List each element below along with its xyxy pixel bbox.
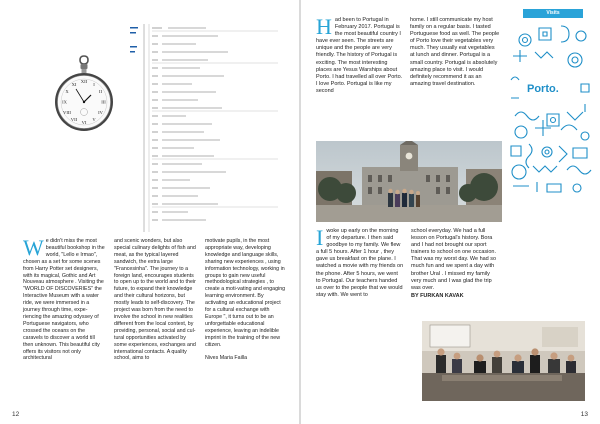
top-column-1	[316, 14, 403, 95]
article-text: e didn't miss the most beautiful bookshop in the world, "Lello e Irmao", chosen as a set for some scenes from Harry Potter set designers, with its magical, Gothic and Art Nouveau atmosphere . Visiting the "WORLD OF DISCOVERIES" the Interactive Museum with a water ride, we were immersed in a journey through time, expe-riencing the amazing odyssey of Portuguese navigators, who crossed the oceans on the caravels to discover a world till then unknown. This beautiful city offers its visitors not only architectural	[23, 238, 105, 362]
bottom-column-1	[316, 225, 404, 299]
svg-text:III: III	[101, 99, 106, 105]
article-text: and scenic wonders, but also special culinary delights of fish and meat, as the typical layered sandwich, the extra large "Francesinha". The journey to a foreign land, encourages students to open up to the world and to their future, to expand their knowledge and their cultural horizons, but mostly leads to self-discovery. The project was born from the need to involve the school in new realities different from the local context, by providing, personal, social and cul-tural opportunities activated by some experiences, exchanges and international contacts. A quality school, aims to	[114, 238, 196, 362]
svg-text:VI: VI	[81, 120, 87, 125]
svg-text:VII: VII	[70, 117, 78, 122]
page-fold	[299, 0, 301, 424]
article-column-1	[23, 235, 105, 362]
top-column-2	[410, 17, 500, 88]
page-number-right: 13	[580, 411, 588, 418]
section-tab: Visits	[523, 9, 583, 18]
article-text: ad been to Portugal in February 2017. Portugal is the most beautiful country I have ever seen. The streets are unique and the people are very friendly. The history of Portugal is exciting. The most interesting places are Yesus Warships about Porto. I had travelled all over Porto. I love Porto. Portugal is like my second	[316, 17, 403, 94]
article-text: woke up early on the morning of my departure. I then said goodbye to my family. We flew a full 5 hours. After 1 hour , they gave us breakfast on the plane. I watched a movie with my friends on the phone. After 5 hours, we went to Portugal. Our teachers handed us over to the people that we would stay with. We went to	[316, 228, 404, 298]
porto-city-hall-photo	[316, 141, 502, 222]
classroom-photo	[422, 321, 585, 401]
svg-text:II: II	[98, 89, 103, 94]
author-signature: Nives Maria Failla	[205, 354, 248, 361]
article-column-2	[114, 238, 196, 362]
author-byline: BY FURKAN KAVAK	[411, 292, 464, 299]
porto-pattern-image	[507, 20, 593, 195]
svg-text:V: V	[92, 117, 96, 122]
svg-text:I: I	[93, 82, 95, 87]
dropcap-letter: H	[316, 14, 332, 39]
article-text: home. I still communicate my host family on a regular basis. I tasted Portuguese food as well. The people of Porto love their vegetables very much. They usually eat vegetables at lunch and dinner. Portugal is a small country. Portugal is absolutely amazing place to visit. I would definitely recommend it as an amazing travel destination.	[410, 17, 500, 87]
article-column-3	[205, 238, 287, 361]
svg-text:XII: XII	[80, 79, 88, 84]
article-text: school everyday. We had a full lesson on Portugal's history. Bora and I had not brought our sport trainers to school on one occasion. That was my worst day. We had so much fun and we spent a day with brother Ural . I missed my family very much and I was glad the trip was over.	[411, 228, 497, 291]
svg-text:XI: XI	[71, 82, 77, 87]
svg-text:VIII: VIII	[63, 110, 71, 115]
svg-text:IV: IV	[98, 110, 103, 115]
article-text: motivate pupils, in the most appropriate way, developing knowledge and language skills, sharing new experiences , using information technology, working in groups to gain new useful methodological strategies , to create a moti-vating and engaging learning environment. By activating an educational project for a cultural exchange with Europe ", it turns out to be an unforgettable educational experience, leaving an indelible imprint in the training of the new citizen.	[205, 238, 286, 348]
dropcap-letter: I	[316, 225, 324, 250]
dropcap-letter: W	[23, 235, 44, 260]
svg-text:IX: IX	[62, 99, 67, 105]
discoveries-infographic-image	[128, 18, 288, 236]
svg-text:X: X	[65, 89, 69, 94]
page-number-left: 12	[12, 411, 20, 418]
porto-logo: Porto.	[527, 83, 559, 95]
bottom-column-2	[411, 228, 501, 300]
pocket-watch-image	[53, 54, 115, 170]
